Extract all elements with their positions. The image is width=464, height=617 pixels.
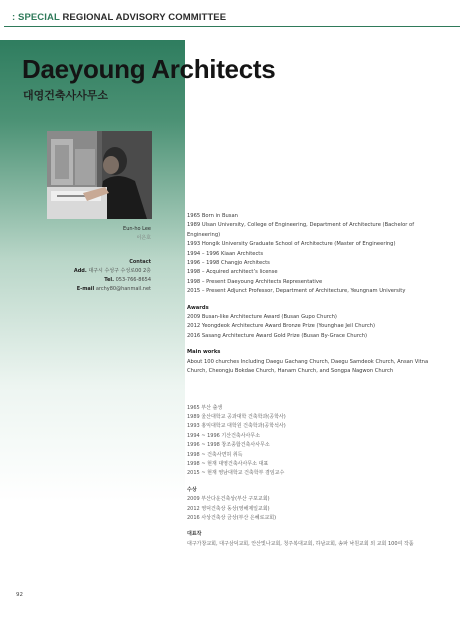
address-label: Add.: [73, 268, 87, 274]
works-ko-heading: 대표작: [187, 531, 202, 538]
career-en-5: 1998 – Acquired architect’s license: [187, 269, 278, 276]
career-en-3: 1994 – 1996 Kiaan Architects: [187, 250, 264, 257]
career-ko-4: 1996 ~ 1998 창조종합건축사사무소: [187, 442, 270, 449]
career-ko-6: 1998 ~ 현재 대영건축사사무소 대표: [187, 460, 269, 467]
tel-value: 053-766-8654: [115, 277, 151, 283]
award-en-2: 2016 Sasang Architecture Award Gold Prize (Busan By-Grace Church): [187, 332, 368, 339]
portrait-photo: [47, 131, 152, 219]
works-en-heading: Main works: [187, 349, 221, 356]
green-band: [0, 40, 185, 617]
career-en-2: 1993 Hongik University Graduate School of Architecture (Master of Engineering): [187, 241, 396, 248]
works-en-text: About 100 churches Including Daegu Gachang Church, Daegu Samdeok Church, Ansan Vitna Church, Cheongju Bokdae Church, Hanam Church, and Songpa Nagwon Church: [187, 358, 429, 375]
award-ko-0: 2009 부산다운건축상(부산 구포교회): [187, 496, 270, 503]
career-ko-3: 1994 ~ 1996 기산건축사사무소: [187, 432, 261, 439]
career-ko-0: 1965 부산 출생: [187, 404, 223, 411]
career-ko-7: 2015 ~ 현재 영남대학교 건축학부 겸임교수: [187, 470, 285, 477]
address-value: 대구시 수성구 수성로00 2층: [88, 268, 151, 274]
portrait-illustration: [47, 131, 152, 219]
email-value[interactable]: archy80@hanmail.net: [95, 286, 151, 292]
firm-name-en: Daeyoung Architects: [22, 54, 276, 84]
career-en-0: 1965 Born in Busan: [187, 213, 238, 219]
spacer: [187, 377, 447, 404]
contact-block: [74, 258, 151, 294]
contact-tel: [74, 276, 151, 285]
section-prefix: : SPECIAL: [12, 12, 60, 23]
contact-address: [74, 267, 151, 276]
firm-name-ko: 대영건축사사무소: [23, 89, 109, 102]
career-ko-5: 1998 ~ 건축사면허 취득: [187, 451, 243, 458]
profile-column: [187, 212, 447, 549]
header-rule: [4, 26, 460, 27]
award-ko-1: 2012 영덕건축상 동상(영해제일교회): [187, 505, 270, 512]
tel-label: Tel.: [104, 277, 114, 283]
works-ko-text: 대구가창교회, 대구삼덕교회, 안산빛나교회, 청주복대교회, 하남교회, 송파 낙원교회 외 교회 100여 작품: [187, 540, 414, 547]
person-name-ko: 이은호: [136, 235, 151, 241]
contact-heading: Contact: [129, 259, 151, 265]
person-block: [123, 225, 151, 243]
person-name-en: Eun-ho Lee: [123, 226, 151, 232]
career-en-7: 2015 – Present Adjunct Professor, Department of Architecture, Yeungnam University: [187, 288, 406, 295]
career-en-6: 1998 – Present Daeyoung Architects Representative: [187, 278, 323, 285]
award-en-1: 2012 Yeongdeok Architecture Award Bronze Prize (Younghae Jeil Church): [187, 323, 375, 330]
section-title: REGIONAL ADVISORY COMMITTEE: [62, 12, 227, 23]
email-label: E-mail: [76, 286, 95, 292]
award-ko-2: 2016 사상건축상 금상(부산 은혜로교회): [187, 514, 277, 521]
contact-email: [74, 285, 151, 294]
career-ko-1: 1989 울산대학교 공과대학 건축학과(공학사): [187, 413, 286, 420]
awards-en-heading: Awards: [187, 304, 209, 311]
section-label: [12, 12, 226, 23]
career-ko-2: 1993 홍익대학교 대학원 건축학과(공학석사): [187, 423, 286, 430]
awards-ko-heading: 수상: [187, 486, 197, 493]
award-en-0: 2009 Busan-like Architecture Award (Busan Gupo Church): [187, 314, 337, 321]
career-en-1: 1989 Ulsan University, College of Engineering, Department of Architecture (Bachelor of Engineering): [187, 222, 415, 238]
career-en-4: 1996 – 1998 Changjo Architects: [187, 260, 270, 267]
page-number: 92: [16, 592, 23, 598]
